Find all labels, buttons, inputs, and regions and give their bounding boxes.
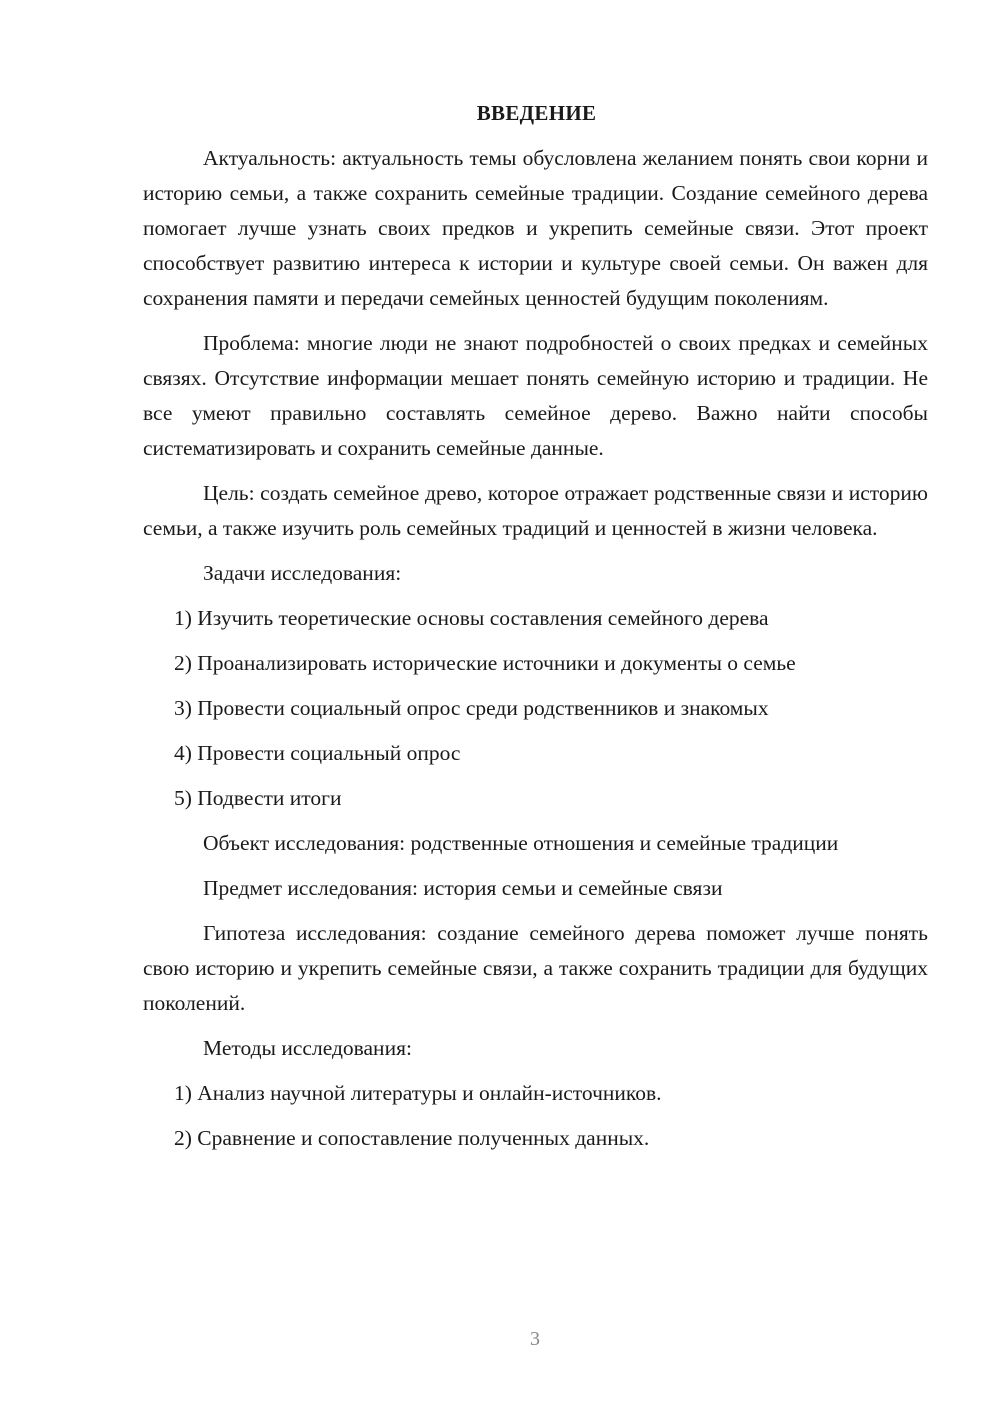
- subject-paragraph: Предмет исследования: история семьи и семейные связи: [203, 876, 723, 900]
- list-item: 5) Подвести итоги: [174, 786, 342, 810]
- list-item: 1) Изучить теоретические основы составления семейного дерева: [174, 606, 769, 630]
- object-paragraph: Объект исследования: родственные отношения и семейные традиции: [203, 831, 839, 855]
- list-item: 3) Провести социальный опрос среди родственников и знакомых: [174, 696, 769, 720]
- list-item: 4) Провести социальный опрос: [174, 741, 461, 765]
- goal-paragraph: Цель: создать семейное древо, которое отражает родственные связи и историю семьи, а также изучить роль семейных традиций и ценностей в жизни человека.: [143, 481, 928, 540]
- problem-paragraph: Проблема: многие люди не знают подробностей о своих предках и семейных связях. Отсутствие информации мешает понять семейную историю и традиции. Не все умеют правильно составлять семейное дерево. Важно найти способы систематизировать и сохранить семейные данные.: [143, 331, 928, 460]
- document-page: [143, 96, 928, 1166]
- page-number: 3: [530, 1328, 540, 1350]
- methods-heading: Методы исследования:: [203, 1036, 412, 1060]
- methods-list: [143, 1076, 928, 1156]
- page-title: ВВЕДЕНИЕ: [476, 101, 597, 125]
- hypothesis-paragraph: Гипотеза исследования: создание семейного дерева поможет лучше понять свою историю и укрепить семейные связи, а также сохранить традиции для будущих поколений.: [143, 921, 928, 1015]
- tasks-heading: Задачи исследования:: [203, 561, 402, 585]
- list-item: 2) Сравнение и сопоставление полученных данных.: [174, 1126, 650, 1150]
- relevance-paragraph: Актуальность: актуальность темы обусловлена желанием понять свои корни и историю семьи, а также сохранить семейные традиции. Создание семейного дерева помогает лучше узнать своих предков и укрепить семейные связи. Этот проект способствует развитию интереса к истории и культуре своей семьи. Он важен для сохранения памяти и передачи семейных ценностей будущим поколениям.: [143, 146, 928, 310]
- list-item: 2) Проанализировать исторические источники и документы о семье: [174, 651, 796, 675]
- list-item: 1) Анализ научной литературы и онлайн-источников.: [174, 1081, 662, 1105]
- tasks-list: [143, 601, 928, 816]
